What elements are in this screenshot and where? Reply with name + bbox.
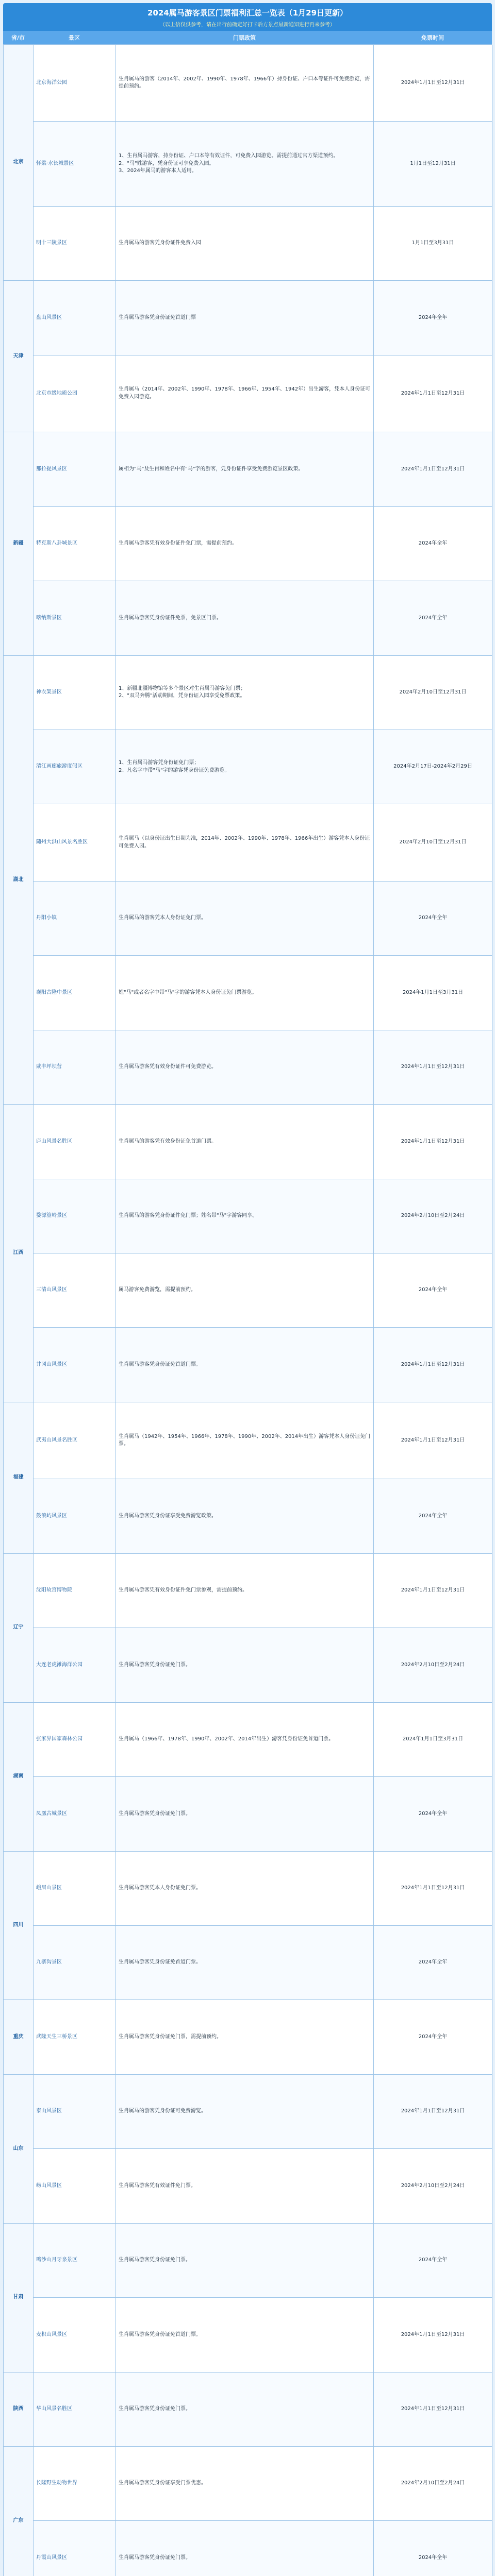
policy-cell: 生肖属马（以身份证出生日期为准，2014年、2002年、1990年、1978年、1966年出生）游客凭本人身份证可免费入园。 (116, 804, 374, 881)
province-cell: 江西 (4, 1105, 34, 1402)
policy-cell: 生肖属马游客凭身份证免首道门票。 (116, 1926, 374, 2000)
policy-cell: 生肖属马游客凭有效证件免门票。 (116, 2149, 374, 2223)
scenic-name-cell: 婺源篁岭景区 (34, 1179, 116, 1253)
time-cell: 2024年1月1日至12月31日 (374, 432, 492, 506)
province-cell: 四川 (4, 1852, 34, 2001)
policy-cell: 生肖属马（2014年、2002年、1990年、1978年、1966年、1954年、1942年）出生游客，凭本人身份证可免费入园游览。 (116, 355, 374, 432)
policy-cell: 生肖属马的游客凭有效身份证免首道门票。 (116, 1105, 374, 1179)
province-cell: 广东 (4, 2447, 34, 2576)
province-cell: 山东 (4, 2075, 34, 2224)
policy-cell: 生肖属马游客凭身份证免门票。 (116, 2521, 374, 2576)
scenic-name-cell: 丹霞山风景区 (34, 2521, 116, 2576)
time-cell: 2024年2月10日至2月24日 (374, 1179, 492, 1253)
province-cell: 福建 (4, 1402, 34, 1554)
scenic-name-cell: 庐山风景名胜区 (34, 1105, 116, 1179)
policy-cell: 生肖属马的游客凭身份证件免门票；姓名带"马"字游客同享。 (116, 1179, 374, 1253)
time-cell: 2024年1月1日至12月31日 (374, 1328, 492, 1402)
scenic-name-cell: 沈阳故宫博物院 (34, 1554, 116, 1628)
page-title: 2024属马游客景区门票福利汇总一览表（1月29日更新） (147, 8, 348, 18)
policy-cell: 生肖属马的游客凭身份证可免费游览。 (116, 2075, 374, 2149)
province-cell: 甘肃 (4, 2224, 34, 2372)
province-cell: 辽宁 (4, 1554, 34, 1703)
province-cell: 陕西 (4, 2372, 34, 2447)
province-cell: 北京 (4, 45, 34, 281)
scenic-name-cell: 武隆天生三桥景区 (34, 2000, 116, 2074)
col-scenic: 景区 (69, 35, 80, 41)
policy-cell: 生肖属马游客凭身份证享受门票优惠。 (116, 2447, 374, 2521)
scenic-name-cell: 崂山风景区 (34, 2149, 116, 2223)
time-cell: 2024年2月10日至2月24日 (374, 1628, 492, 1702)
policy-cell: 生肖属马游客凭身份证免门票。 (116, 1777, 374, 1851)
time-cell: 2024年全年 (374, 581, 492, 655)
time-cell: 2024年全年 (374, 1777, 492, 1851)
time-cell: 2024年全年 (374, 281, 492, 355)
scenic-name-cell: 井冈山风景区 (34, 1328, 116, 1402)
time-cell: 1月1日至12月31日 (374, 122, 492, 206)
policy-cell: 生肖属马游客凭身份证免门票，需提前预约。 (116, 2000, 374, 2074)
col-province: 省/市 (11, 35, 25, 41)
scenic-name-cell: 峨眉山景区 (34, 1852, 116, 1926)
policy-cell: 生肖属马游客凭本人身份证免门票。 (116, 1852, 374, 1926)
policy-cell: 生肖属马游客凭身份证免首道门票 (116, 281, 374, 355)
policy-cell: 属马游客免费游览，需提前预约。 (116, 1253, 374, 1328)
time-cell: 2024年2月17日-2024年2月29日 (374, 730, 492, 804)
time-cell: 2024年1月1日至3月31日 (374, 1703, 492, 1777)
scenic-name-cell: 长隆野生动物世界 (34, 2447, 116, 2521)
province-cell: 天津 (4, 281, 34, 432)
col-time: 免票时间 (421, 35, 444, 41)
province-cell: 重庆 (4, 2000, 34, 2074)
time-cell: 2024年1月1日至12月31日 (374, 1402, 492, 1479)
scenic-name-cell: 九寨沟景区 (34, 1926, 116, 2000)
scenic-name-cell: 鼓浪屿风景区 (34, 1479, 116, 1553)
time-cell: 2024年2月10日至2月24日 (374, 2149, 492, 2223)
time-cell: 2024年1月1日至12月31日 (374, 1554, 492, 1628)
scenic-name-cell: 华山风景名胜区 (34, 2372, 116, 2447)
policy-cell: 生肖属马游客凭身份证免门票。 (116, 2372, 374, 2447)
scenic-name-cell: 武夷山风景名胜区 (34, 1402, 116, 1479)
policy-cell: 生肖属马游客凭身份证件免票，免景区门票。 (116, 581, 374, 655)
policy-cell: 生肖属马游客凭身份证免门票。 (116, 2224, 374, 2298)
time-cell: 2024年全年 (374, 882, 492, 956)
header (3, 3, 492, 31)
province-cell: 湖北 (4, 656, 34, 1105)
time-cell: 2024年1月1日至12月31日 (374, 2298, 492, 2372)
scenic-name-cell: 泰山风景区 (34, 2075, 116, 2149)
policy-cell: 生肖属马的游客凭身份证件免费入园 (116, 207, 374, 281)
policy-cell: 生肖属马的游客凭本人身份证免门票。 (116, 882, 374, 956)
time-cell: 2024年2月10日至2月24日 (374, 2447, 492, 2521)
policy-cell: 生肖属马游客凭身份证免首道门票。 (116, 2298, 374, 2372)
time-cell: 2024年1月1日至12月31日 (374, 2075, 492, 2149)
page-subtitle: （以上信仅供参考，请在出行前确定好打卡后方景点最新通知进行再来参考） (160, 22, 335, 28)
scenic-name-cell: 襄阳古隆中景区 (34, 956, 116, 1030)
scenic-name-cell: 麦积山风景区 (34, 2298, 116, 2372)
time-cell: 2024年1月1日至3月31日 (374, 956, 492, 1030)
province-cell: 新疆 (4, 432, 34, 655)
time-cell: 2024年1月1日至12月31日 (374, 355, 492, 432)
scenic-name-cell: 那拉提风景区 (34, 432, 116, 506)
policy-cell: 属相为"马"及生肖和姓名中有"马"字的游客，凭身份证件享受免费游览景区政策。 (116, 432, 374, 506)
scenic-name-cell: 咸丰坪坝营 (34, 1030, 116, 1105)
time-cell: 2024年1月1日至12月31日 (374, 2372, 492, 2447)
scenic-name-cell: 随州大洪山风景名胜区 (34, 804, 116, 881)
column-header (3, 31, 492, 44)
policy-cell: 生肖属马游客凭身份证享受免费游览政策。 (116, 1479, 374, 1553)
time-cell: 2024年全年 (374, 1926, 492, 2000)
policy-cell: 生肖属马的游客（2014年、2002年、1990年、1978年、1966年）持身份证、户口本等证件可免费游览，需提前预约。 (116, 45, 374, 122)
time-cell: 2024年2月10日至12月31日 (374, 656, 492, 730)
scenic-name-cell: 凤凰古城景区 (34, 1777, 116, 1851)
policy-cell: 1、生肖属马游客，持身份证、户口本等有效证件，可免费入园游览。需提前通过官方渠道预约。 2、"马"姓游客，凭身份证可享免费入园。 3、2024年属马的游客本人适用。 (116, 122, 374, 206)
policy-cell: 生肖属马游客凭身份证免门票。 (116, 1628, 374, 1702)
policy-cell: 生肖属马（1966年、1978年、1990年、2002年、2014年出生）游客凭身份证免首道门票。 (116, 1703, 374, 1777)
scenic-name-cell: 清江画廊旅游度假区 (34, 730, 116, 804)
province-cell: 湖南 (4, 1703, 34, 1852)
scenic-name-cell: 三清山风景区 (34, 1253, 116, 1328)
col-policy: 门票政策 (233, 35, 256, 41)
time-cell: 2024年全年 (374, 2224, 492, 2298)
scenic-name-cell: 喀纳斯景区 (34, 581, 116, 655)
time-cell: 2024年全年 (374, 2000, 492, 2074)
time-cell: 2024年1月1日至12月31日 (374, 45, 492, 122)
scenic-name-cell: 丹阳小镇 (34, 882, 116, 956)
scenic-name-cell: 怀柔·水长城景区 (34, 122, 116, 206)
time-cell: 2024年全年 (374, 1479, 492, 1553)
scenic-name-cell: 特克斯八卦城景区 (34, 507, 116, 581)
policy-cell: 生肖属马游客凭有效身份证件免门票参观，需提前预约。 (116, 1554, 374, 1628)
scenic-name-cell: 张家界国家森林公园 (34, 1703, 116, 1777)
time-cell: 2024年1月1日至12月31日 (374, 1105, 492, 1179)
policy-cell: 姓"马"或者名字中带"马"字的游客凭本人身份证免门票游览。 (116, 956, 374, 1030)
time-cell: 2024年全年 (374, 1253, 492, 1328)
time-cell: 2024年1月1日至12月31日 (374, 1852, 492, 1926)
policy-cell: 生肖属马游客凭有效身份证件免门票，需提前预约。 (116, 507, 374, 581)
scenic-name-cell: 鸣沙山月牙泉景区 (34, 2224, 116, 2298)
scenic-name-cell: 北京海洋公园 (34, 45, 116, 122)
policy-cell: 生肖属马游客凭身份证免首道门票。 (116, 1328, 374, 1402)
time-cell: 2024年2月10日至12月31日 (374, 804, 492, 881)
time-cell: 1月1日至3月31日 (374, 207, 492, 281)
scenic-name-cell: 神农架景区 (34, 656, 116, 730)
time-cell: 2024年1月1日至12月31日 (374, 1030, 492, 1105)
time-cell: 2024年全年 (374, 2521, 492, 2576)
benefits-table (3, 44, 492, 2576)
policy-cell: 1、生肖属马游客凭身份证免门票； 2、凡名字中带"马"字的游客凭身份证免费游览。 (116, 730, 374, 804)
policy-cell: 生肖属马（1942年、1954年、1966年、1978年、1990年、2002年、2014年出生）游客凭本人身份证免门票。 (116, 1402, 374, 1479)
policy-cell: 1、新疆北疆博物馆等多个景区对生肖属马游客免门票； 2、"双马奔腾"活动期间，凭身份证入园享受免票政策。 (116, 656, 374, 730)
scenic-name-cell: 明十三陵景区 (34, 207, 116, 281)
policy-cell: 生肖属马游客凭有效身份证件可免费游览。 (116, 1030, 374, 1105)
time-cell: 2024年全年 (374, 507, 492, 581)
scenic-name-cell: 大连老虎滩海洋公园 (34, 1628, 116, 1702)
scenic-name-cell: 盘山风景区 (34, 281, 116, 355)
scenic-name-cell: 北京市级地质公园 (34, 355, 116, 432)
